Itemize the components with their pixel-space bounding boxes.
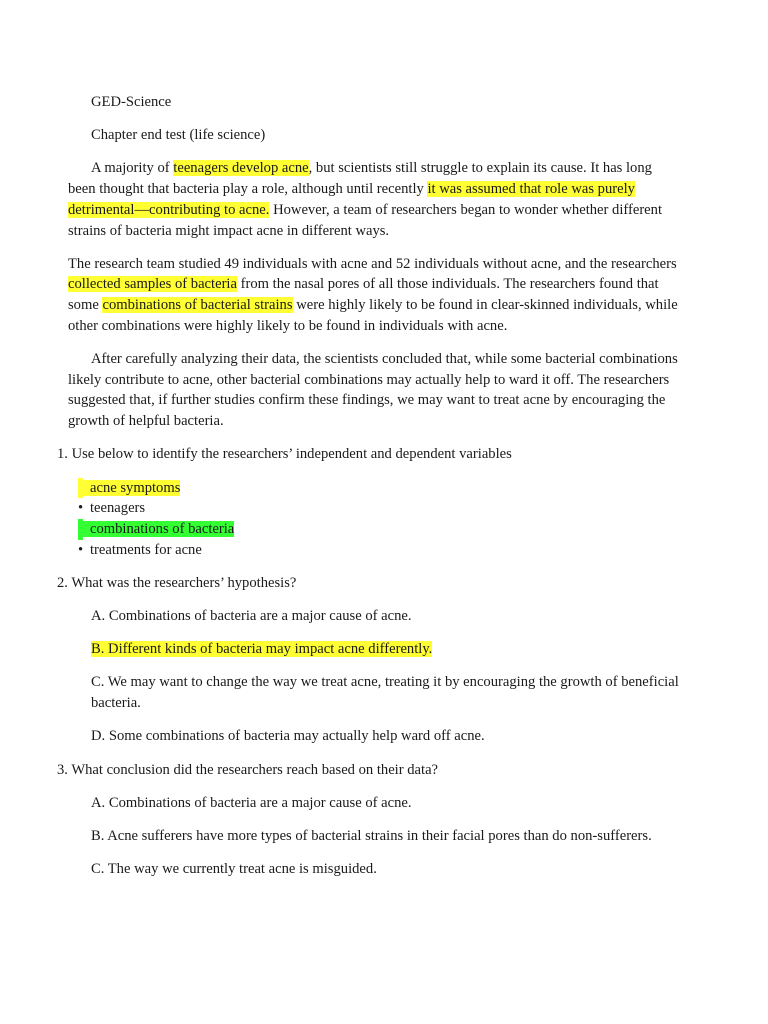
bullet-icon: • (78, 500, 84, 517)
highlight-combinations-strains: combinations of bacterial strains (102, 297, 293, 314)
highlight-role-detrimental: it was assumed that role was purely detrimental—contributing to acne. (68, 181, 635, 218)
passage-text: were highly likely to be found in clear-skinned individuals, while other combinations were highly likely to be found in individuals with acne. (68, 297, 678, 334)
passage-text: A majority of (91, 160, 174, 177)
question-2-prompt: 2. What was the researchers’ hypothesis? (57, 574, 297, 591)
option-label: teenagers (90, 500, 146, 517)
option-label: treatments for acne (90, 541, 202, 558)
highlight-selected-answer: B. Different kinds of bacteria may impact acne differently. (91, 641, 433, 658)
passage-text: , but scientists still struggle to explain its cause. It has long been thought that bacteria play a role, although until recently (68, 160, 652, 198)
question-3-option-b: B. Acne sufferers have more types of bacterial strains in their facial pores than do non-sufferers. (91, 827, 652, 844)
question-1-prompt: 1. Use below to identify the researchers’ independent and dependent variables (57, 446, 512, 463)
highlight-teenagers-develop-acne: teenagers develop acne (173, 160, 309, 177)
question-3-option-a: A. Combinations of bacteria are a major cause of acne. (91, 794, 412, 811)
passage-text: However, a team of researchers began to wonder whether different strains of bacteria might impact acne in different ways. (68, 201, 663, 239)
highlight-collected-samples: collected samples of bacteria (68, 276, 237, 293)
document-subject: GED-Science (91, 94, 172, 110)
list-item (78, 498, 680, 519)
bullet-icon: • (78, 541, 84, 558)
passage-paragraph-1 (68, 158, 680, 241)
document-subtitle: Chapter end test (life science) (91, 127, 266, 144)
question-2-option-c: C. We may want to change the way we treat acne, treating it by encouraging the growth of beneficial bacteria. (91, 674, 679, 712)
question-2-option-d: D. Some combinations of bacteria may actually help ward off acne. (91, 728, 485, 745)
question-2-option-a: A. Combinations of bacteria are a major cause of acne. (91, 608, 412, 625)
list-item (78, 540, 680, 561)
question-3-option-c: C. The way we currently treat acne is misguided. (91, 861, 377, 878)
question-3-prompt: 3. What conclusion did the researchers reach based on their data? (57, 761, 439, 778)
passage-text: from the nasal pores of all those individuals. The researchers found that some (68, 276, 659, 314)
passage-text: The research team studied 49 individuals with acne and 52 individuals without acne, and the researchers (68, 255, 677, 272)
question-1-options (68, 478, 680, 561)
passage-paragraph-2 (68, 254, 680, 337)
document-page (57, 92, 680, 892)
passage-paragraph-3: After carefully analyzing their data, the scientists concluded that, while some bacterial combinations likely contribute to acne, other bacterial combinations may actually help to ward it off. The researchers suggested that, if further studies confirm these findings, we may want to treat acne by encouraging the growth of helpful bacteria. (68, 351, 678, 430)
option-label: combinations of bacteria (78, 521, 234, 537)
option-label: acne symptoms (78, 480, 180, 496)
question-2-option-b (91, 639, 680, 660)
list-item (78, 478, 680, 499)
list-item (78, 519, 680, 540)
